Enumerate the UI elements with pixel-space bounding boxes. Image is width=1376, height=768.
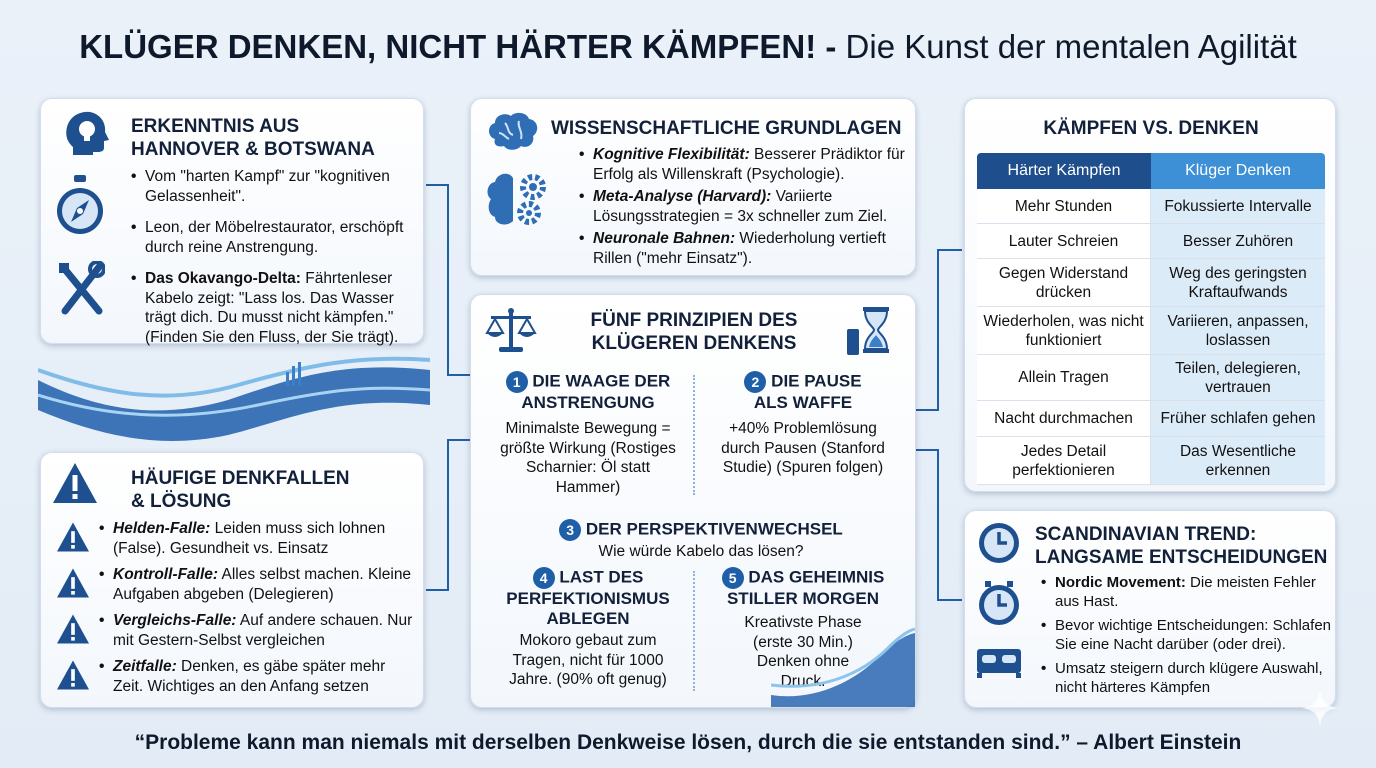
trap-item: • Kontroll-Falle: Alles selbst machen. Kleine Aufgaben abgeben (Delegieren) [99,565,419,604]
principle-1-text: Minimalste Bewegung = größte Wirkung (Rostiges Scharnier: Öl statt Hammer) [500,420,676,496]
principle-2 [703,371,903,478]
table-row: Nacht durchmachen Früher schlafen gehen [977,401,1325,437]
clock-icon [977,581,1021,632]
column-header-left: Härter Kämpfen [977,153,1151,189]
principles-heading: FÜNF PRINZIPIEN DES KLÜGEREN DENKENS [590,310,798,354]
nordic-list [1041,573,1331,697]
warning-icon [55,521,91,558]
table-row: Allein Tragen Teilen, delegieren, vertrauen [977,355,1325,401]
table-row: Wiederholen, was nicht funktioniert Variieren, anpassen, loslassen [977,307,1325,355]
principle-3-text: Wie würde Kabelo das lösen? [598,543,804,560]
table-row: Jedes Detail perfektionieren Das Wesentliche erkennen [977,437,1325,485]
trap-item: • Zeitfalle: Denken, es gäbe später mehr Zeit. Wichtiges an den Anfang setzen [99,657,419,696]
comparison-table [977,153,1325,485]
warning-icon [55,567,91,604]
traps-heading: HÄUFIGE DENKFALLEN & LÖSUNG [131,468,350,512]
sparkle-icon [1300,688,1340,728]
principles-card [470,294,916,708]
science-item: • Kognitive Flexibilität: Besserer Prädiktor für Erfolg als Willenskraft (Psychologie). [579,145,909,184]
principle-divider [693,571,695,691]
nordic-card [964,510,1336,708]
principle-1-title: 1 DIE WAAGE DER ANSTRENGUNG [485,371,691,413]
brain-icon [485,109,541,158]
insight-list [131,167,421,347]
principle-1 [485,371,691,497]
table-row: Mehr Stunden Fokussierte Intervalle [977,189,1325,224]
principle-2-text: +40% Problemlösung durch Pausen (Stanford Studie) (Spuren folgen) [721,420,885,476]
traps-list [99,519,419,696]
hourglass-icon [845,305,895,362]
nordic-item: • Nordic Movement: Die meisten Fehler aus Hast. [1041,573,1331,611]
warning-icon [51,461,99,510]
insight-item: • Leon, der Möbelrestaurator, erschöpft durch reine Anstrengung. [131,218,421,257]
principle-5-text: Kreativste Phase (erste 30 Min.) Denken ohne Druck. [744,614,862,690]
brain-gears-icon [485,169,553,236]
traps-card [40,452,424,708]
trap-item: • Vergleichs-Falle: Auf andere schauen. Nur mit Gestern-Selbst vergleichen [99,611,419,650]
warning-icon [55,613,91,650]
clock-icon [977,521,1021,570]
wave-decoration [771,625,915,707]
comparison-card [964,98,1336,492]
science-list [579,145,909,268]
nordic-heading: SCANDINAVIAN TREND: LANGSAME ENTSCHEIDUNGEN [1035,524,1328,568]
tools-icon [57,261,105,324]
compass-icon [55,173,105,248]
principle-4-title: 4 LAST DES PERFEKTIONISMUS ABLEGEN [506,567,670,628]
insight-item: • Das Okavango-Delta: Fährtenleser Kabelo zeigt: "Lass los. Das Wasser trägt dich. Du musst nicht kämpfen." (Finden Sie den Fluss, der Sie trägt). [131,269,421,347]
title-dash: - [816,28,846,65]
trap-item: • Helden-Falle: Leiden muss sich lohnen (False). Gesundheit vs. Einsatz [99,519,419,558]
footer-quote: “Probleme kann man niemals mit derselben Denkweise lösen, durch die sie entstanden sind.” – Albert Einstein [134,731,1242,754]
principle-4 [485,567,691,690]
warning-icon [55,659,91,696]
title-main: KLÜGER DENKEN, NICHT HÄRTER KÄMPFEN! [79,28,817,65]
nordic-item: • Umsatz steigern durch klügere Auswahl, nicht härteres Kämpfen [1041,659,1331,697]
science-item: • Meta-Analyse (Harvard): Variierte Lösungsstrategien = 3x schneller zum Ziel. [579,187,909,226]
table-row: Lauter Schreien Besser Zuhören [977,224,1325,259]
principle-divider [693,375,695,495]
science-heading: WISSENSCHAFTLICHE GRUNDLAGEN [551,118,902,139]
comparison-heading: KÄMPFEN VS. DENKEN [1043,118,1259,139]
bed-icon [975,645,1023,684]
principle-3-title: 3 DER PERSPEKTIVENWECHSEL [511,519,891,541]
science-card [470,98,916,276]
nordic-item: • Bevor wichtige Entscheidungen: Schlafen Sie eine Nacht darüber (oder drei). [1041,616,1331,654]
insight-heading: ERKENNTNIS AUS HANNOVER & BOTSWANA [131,116,375,160]
principle-5-title: 5 DAS GEHEIMNIS STILLER MORGEN [703,567,903,609]
head-bulb-icon [63,109,109,164]
insight-card [40,98,424,344]
principle-4-text: Mokoro gebaut zum Tragen, nicht für 1000 Jahre. (90% oft genug) [509,632,667,688]
wave-decoration [38,350,430,450]
title-subtitle: Die Kunst der mentalen Agilität [845,28,1297,65]
science-item: • Neuronale Bahnen: Wiederholung vertieft Rillen ("mehr Einsatz"). [579,229,909,268]
table-row: Gegen Widerstand drücken Weg des geringsten Kraftaufwands [977,259,1325,307]
column-header-right: Klüger Denken [1151,153,1325,189]
insight-item: • Vom "harten Kampf" zur "kognitiven Gelassenheit". [131,167,421,206]
principle-2-title: 2 DIE PAUSE ALS WAFFE [703,371,903,413]
principle-3 [511,519,891,562]
